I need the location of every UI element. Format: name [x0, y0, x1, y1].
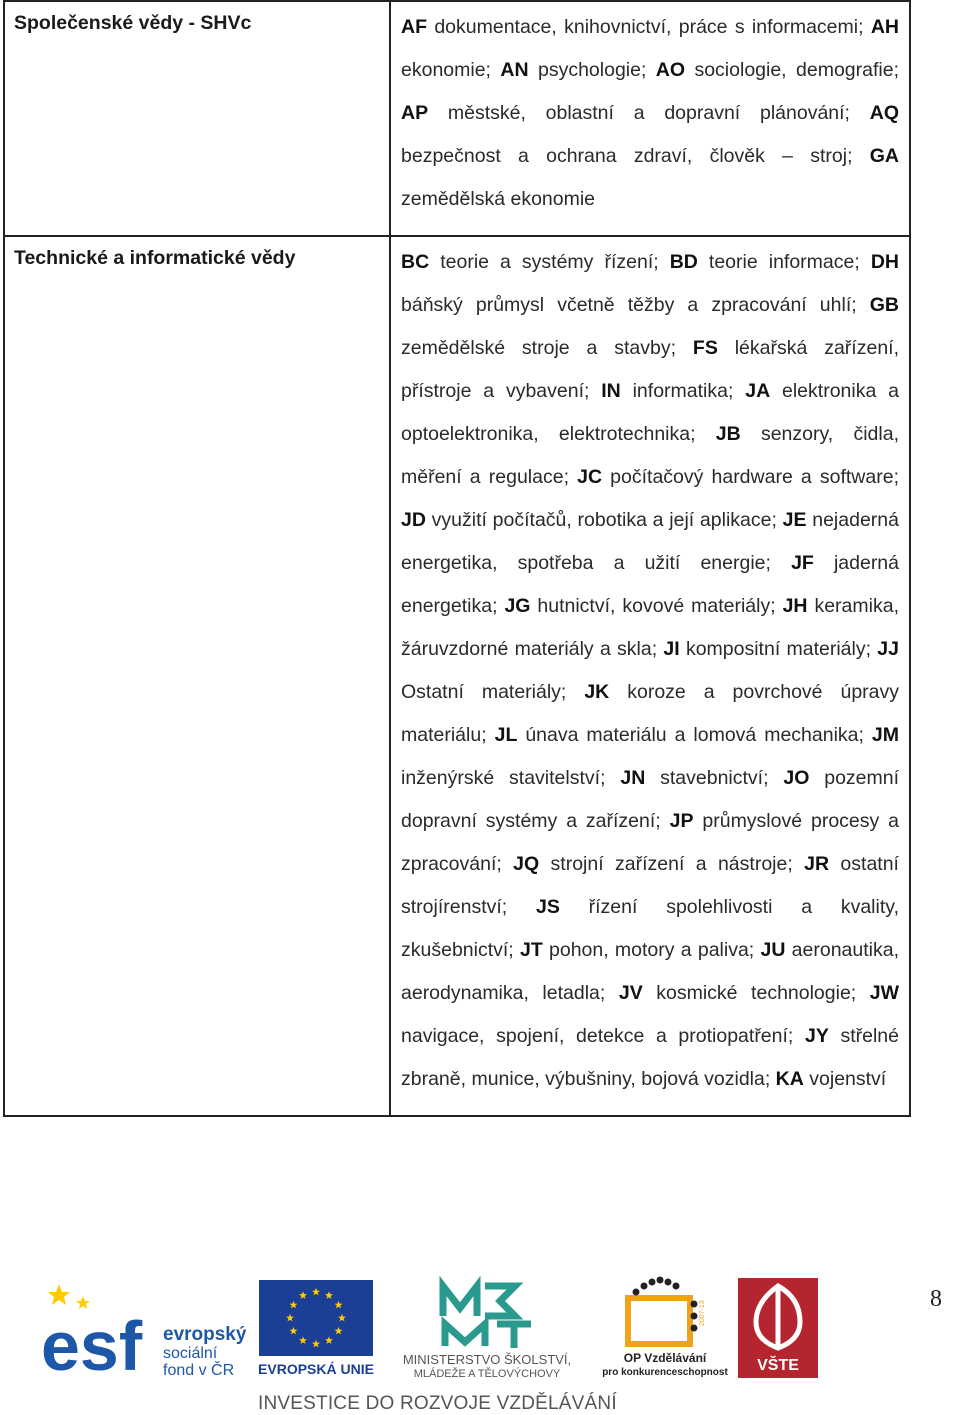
field-text: kosmické technologie; — [642, 982, 870, 1004]
esf-logo — [41, 1278, 246, 1378]
field-entry — [401, 102, 870, 124]
field-code: AN — [500, 59, 529, 81]
esf-line2: sociální — [163, 1345, 218, 1362]
field-entry — [495, 724, 872, 746]
esf-star-icon — [48, 1284, 90, 1309]
field-text: městské, oblastní a dopravní plánování; — [428, 102, 870, 124]
field-code: JT — [519, 939, 543, 961]
field-text: senzory, čidla, měření a regulace; — [401, 423, 899, 488]
field-text: hutnictví, kovové materiály; — [530, 595, 783, 617]
field-code: JG — [504, 595, 531, 617]
field-entry — [500, 59, 655, 81]
field-code: JH — [782, 595, 808, 617]
field-text: kompositní materiály; — [679, 638, 878, 660]
field-code: DH — [870, 251, 899, 273]
table-body — [4, 1, 910, 1116]
field-code: JS — [535, 896, 560, 918]
eu-label: EVROPSKÁ UNIE — [258, 1361, 374, 1377]
field-text: navigace, spojení, detekce a protiopatření; — [401, 1025, 805, 1047]
field-code: JL — [494, 724, 518, 746]
content-table — [3, 0, 911, 1117]
field-text: dokumentace, knihovnictví, práce s informacemi; — [427, 16, 871, 38]
field-entry — [776, 1068, 887, 1090]
field-code: BC — [401, 251, 430, 273]
category-cell: Technické a informatické vědy — [4, 236, 390, 1116]
field-code: JK — [584, 681, 610, 703]
field-code: JB — [715, 423, 741, 445]
field-code: JP — [669, 810, 694, 832]
field-text: báňský průmysl včetně těžby a zpracování uhlí; — [401, 294, 870, 316]
field-entry — [619, 982, 870, 1004]
field-entry — [577, 466, 899, 488]
field-code: GA — [869, 145, 899, 167]
field-code: KA — [775, 1068, 804, 1090]
eu-logo — [255, 1280, 377, 1378]
esf-line1: evropský — [163, 1324, 246, 1345]
field-code: JN — [620, 767, 646, 789]
field-text: Ostatní materiály; — [401, 681, 585, 703]
field-text: pozemní dopravní systémy a zařízení; — [401, 767, 900, 832]
esf-letters: esf — [41, 1307, 143, 1378]
field-code: FS — [692, 337, 718, 359]
field-text: počítačový hardware a software; — [602, 466, 899, 488]
field-entry — [656, 59, 899, 81]
fields-cell — [390, 236, 910, 1116]
field-code: JD — [401, 509, 426, 531]
field-code: AH — [870, 16, 899, 38]
field-code: AQ — [869, 102, 899, 124]
field-text: nejaderná energetika, spotřeba a užití energie; — [401, 509, 899, 574]
field-text: informatika; — [620, 380, 746, 402]
vste-label: VŠTE — [757, 1357, 799, 1374]
field-entry — [620, 767, 783, 789]
op-years: 2007-13 — [699, 1300, 706, 1326]
field-entry — [513, 853, 804, 875]
field-text: využití počítačů, robotika a její aplikace; — [425, 509, 783, 531]
field-code: JO — [783, 767, 810, 789]
op-line1: OP Vzdělávání — [623, 1351, 707, 1365]
op-emblem-icon — [628, 1277, 698, 1345]
category-cell: Společenské vědy - SHVc — [4, 1, 390, 236]
field-text: keramika, žáruvzdorné materiály a skla; — [401, 595, 899, 660]
field-text: psychologie; — [528, 59, 656, 81]
msmt-emblem-icon — [443, 1286, 531, 1348]
investice-slogan: INVESTICE DO ROZVOJE VZDĚLÁVÁNÍ — [258, 1393, 617, 1414]
page-number: 8 — [930, 1286, 942, 1312]
field-text: zemědělská ekonomie — [401, 188, 596, 210]
vste-logo — [738, 1278, 818, 1378]
field-code: AF — [401, 16, 427, 38]
field-code: JY — [804, 1025, 829, 1047]
field-text: strojní zařízení a nástroje; — [539, 853, 805, 875]
field-code: JU — [760, 939, 786, 961]
field-code: BD — [669, 251, 698, 273]
field-entry — [401, 251, 670, 273]
field-code: JF — [791, 552, 814, 574]
field-code: JI — [663, 638, 680, 660]
field-text: bezpečnost a ochrana zdraví, člověk – stroj; — [401, 145, 870, 167]
field-text: střelné zbraně, munice, výbušniny, bojová vozidla; — [401, 1025, 899, 1090]
field-code: AP — [401, 102, 429, 124]
field-code: JC — [577, 466, 603, 488]
field-text: teorie a systémy řízení; — [429, 251, 670, 273]
msmt-logo — [385, 1276, 590, 1378]
field-text: vojenství — [803, 1068, 887, 1090]
field-text: únava materiálu a lomová mechanika; — [517, 724, 872, 746]
field-text: elektronika a optoelektronika, elektrotechnika; — [401, 380, 899, 445]
field-text: inženýrské stavitelství; — [401, 767, 621, 789]
field-text: aeronautika, aerodynamika, letadla; — [401, 939, 900, 1004]
field-code: JW — [869, 982, 899, 1004]
field-code: IN — [601, 380, 621, 402]
op-logo — [600, 1276, 730, 1378]
field-code: JJ — [877, 638, 899, 660]
field-code: JA — [745, 380, 771, 402]
msmt-line2: MLÁDEŽE A TĚLOVÝCHOVY — [413, 1368, 561, 1378]
field-text: jaderná energetika; — [401, 552, 899, 617]
msmt-line1: MINISTERSTVO ŠKOLSTVÍ, — [402, 1352, 572, 1367]
field-entry — [670, 251, 871, 273]
field-text: ostatní strojírenství; — [401, 853, 899, 918]
field-text: koroze a povrchové úpravy materiálu; — [401, 681, 900, 746]
field-code: JM — [871, 724, 899, 746]
fields-cell — [390, 1, 910, 236]
field-text: teorie informace; — [697, 251, 871, 273]
field-code: JE — [782, 509, 807, 531]
esf-line3: fond v ČR — [163, 1362, 235, 1378]
field-entry — [601, 380, 745, 402]
table-row — [4, 236, 910, 1116]
field-text: zemědělské stroje a stavby; — [401, 337, 693, 359]
field-text: ekonomie; — [401, 59, 501, 81]
field-code: GB — [869, 294, 899, 316]
field-entry — [663, 638, 877, 660]
field-text: lékařská zařízení, přístroje a vybavení; — [401, 337, 899, 402]
field-entry — [504, 595, 782, 617]
field-entry — [401, 16, 871, 38]
field-text: řízení spolehlivosti a kvality, zkušebnictví; — [401, 896, 899, 961]
field-entry — [520, 939, 761, 961]
field-entry — [401, 509, 783, 531]
field-code: JQ — [513, 853, 540, 875]
field-text: průmyslové procesy a zpracování; — [401, 810, 900, 875]
field-text: pohon, motory a paliva; — [542, 939, 761, 961]
field-text: stavebnictví; — [645, 767, 784, 789]
field-code: JV — [618, 982, 643, 1004]
field-code: JR — [804, 853, 830, 875]
table-row — [4, 1, 910, 236]
op-line2: pro konkurenceschopnost — [602, 1367, 728, 1378]
field-code: AO — [655, 59, 686, 81]
field-text: sociologie, demografie; — [685, 59, 899, 81]
